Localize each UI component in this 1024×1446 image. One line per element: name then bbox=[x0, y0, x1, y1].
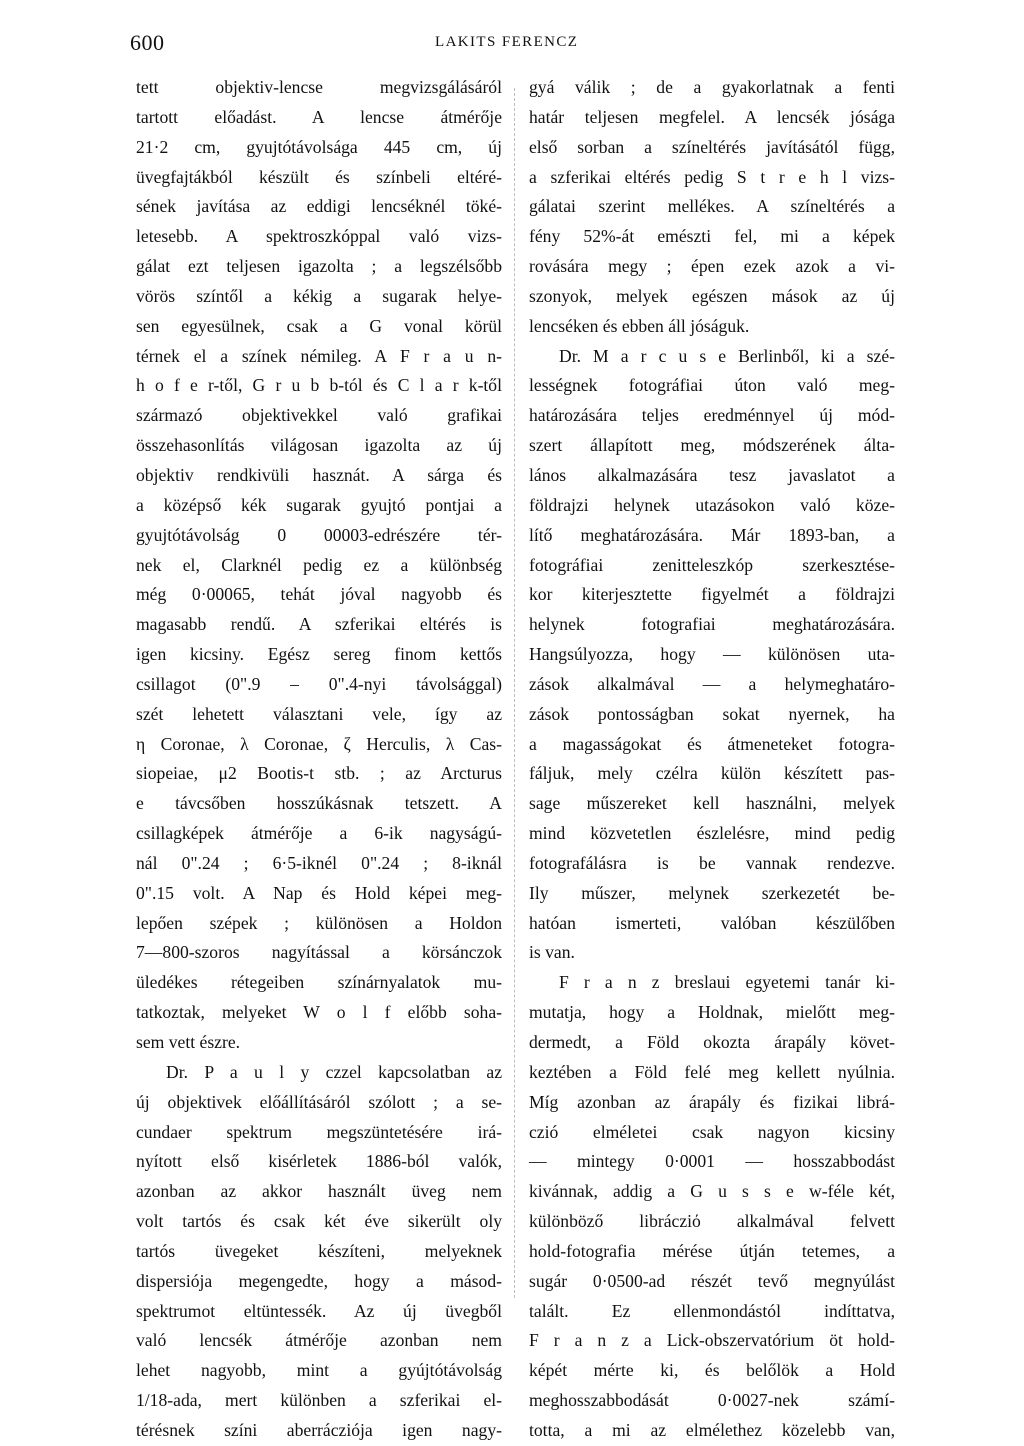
text-line: lencséken és ebben áll jóságuk. bbox=[529, 315, 750, 336]
page-number: 600 bbox=[130, 30, 165, 55]
text-line: hatóan ismerteti, valóban készülőben bbox=[529, 912, 895, 933]
text-line: tartott előadást. A lencse átmérője bbox=[136, 106, 502, 127]
text-line: szét lehetett választani vele, így az bbox=[136, 703, 502, 724]
text-line: tartós üvegeket készíteni, melyeknek bbox=[136, 1240, 502, 1261]
text-line: totta, a mi az elmélethez közelebb van, bbox=[529, 1419, 895, 1440]
text-line: volt tartós és csak két éve sikerült oly bbox=[136, 1211, 502, 1232]
text-line: gálatai szerint mellékes. A színeltérés a bbox=[529, 196, 895, 217]
text-line: lepően szépek ; különösen a Holdon bbox=[136, 912, 502, 933]
text-line: fotográfiai zenitteleszkóp szerkesztése- bbox=[529, 554, 895, 575]
text-line: lességnek fotográfiai úton való meg- bbox=[529, 375, 895, 396]
text-line: új objektivek előállításáról szólott ; a se- bbox=[136, 1091, 502, 1112]
text-line: nek el, Clarknél pedig ez a különbség bbox=[136, 554, 502, 575]
text-line: csillagképek átmérője a 6-ik nagyságú- bbox=[136, 823, 502, 844]
text-line: lítő meghatározására. Már 1893-ban, a bbox=[529, 524, 895, 545]
text-line: lehet nagyobb, mint a gyújtótávolság bbox=[136, 1360, 502, 1381]
text-line: sem vett észre. bbox=[136, 1032, 241, 1052]
text-line: siopeiae, μ2 Bootis-t stb. ; az Arcturus bbox=[136, 763, 502, 784]
text-line: földrajzi helynek utazásokon való köze- bbox=[529, 494, 895, 515]
text-line: czió elméletei csak nagyon kicsiny bbox=[529, 1121, 895, 1142]
text-line: gyujtótávolság 0 00003-edrészére tér- bbox=[136, 524, 502, 545]
right-column bbox=[529, 73, 895, 1446]
text-line: h o f e r-től, G r u b b-tól és C l a r k-től bbox=[136, 375, 502, 396]
text-line: térnek el a színek némileg. A F r a u n- bbox=[136, 345, 502, 366]
text-line: üvegfajtákból készült és színbeli eltéré- bbox=[136, 166, 502, 187]
text-line: tett objektiv-lencse megvizsgálásáról bbox=[136, 77, 502, 97]
text-line: azonban az akkor használt üveg nem bbox=[136, 1181, 502, 1202]
text-line: fáljuk, mely czélra külön készített pas- bbox=[529, 763, 895, 784]
text-line: sének javítása az eddigi lencséknél töké- bbox=[136, 196, 502, 217]
text-line: szonyok, melyek egészen mások az új bbox=[529, 285, 895, 306]
text-line: Ily műszer, melynek szerkezetét be- bbox=[529, 882, 895, 903]
text-line: η Coronae, λ Coronae, ζ Herculis, λ Cas- bbox=[136, 733, 502, 754]
text-line: üledékes rétegeiben színárnyalatok mu- bbox=[136, 972, 502, 993]
text-line: spektrumot eltüntessék. Az új üvegből bbox=[136, 1300, 502, 1321]
text-line: mutatja, hogy a Holdnak, mielőtt meg- bbox=[529, 1002, 895, 1023]
text-line: objektiv rendkivüli hasznát. A sárga és bbox=[136, 464, 502, 485]
text-line: kivánnak, addig a G u s s e w-féle két, bbox=[529, 1181, 895, 1202]
text-line: Míg azonban az árapály és fizikai librá- bbox=[529, 1091, 895, 1112]
text-line: F r a n z a Lick-obszervatórium öt hold- bbox=[529, 1330, 895, 1351]
text-line: Hangsúlyozza, hogy — különösen uta- bbox=[529, 644, 895, 665]
text-line: képét mérte ki, és belőlök a Hold bbox=[529, 1360, 895, 1381]
text-line: letesebb. A spektroszkóppal való vizs- bbox=[136, 226, 502, 247]
text-line: térésnek színi aberrácziója igen nagy- bbox=[136, 1419, 502, 1440]
text-line: határ teljesen megfelel. A lencsék jósága bbox=[529, 106, 895, 127]
text-line: csillagot (0".9 – 0".4-nyi távolsággal) bbox=[136, 673, 502, 694]
text-line: e távcsőben hosszúkásnak tetszett. A bbox=[136, 793, 502, 814]
text-line: hold-fotografia mérése útján tetemes, a bbox=[529, 1240, 895, 1261]
column-divider bbox=[514, 88, 516, 1298]
text-line: még 0·00065, tehát jóval nagyobb és bbox=[136, 584, 502, 605]
text-line: fény 52%-át emészti fel, mi a képek bbox=[529, 226, 895, 247]
text-line: Dr. M a r c u s e Berlinből, ki a szé- bbox=[559, 345, 895, 366]
text-line: összehasonlítás világosan igazolta az új bbox=[136, 435, 502, 456]
text-line: kor kiterjesztette figyelmét a földrajzi bbox=[529, 584, 895, 605]
text-line: gálat ezt teljesen igazolta ; a legszélsőbb bbox=[136, 256, 502, 277]
text-line: talált. Ez ellenmondástól indíttatva, bbox=[529, 1300, 895, 1321]
text-line: fotografálásra is be vannak rendezve. bbox=[529, 852, 895, 873]
text-line: F r a n z breslaui egyetemi tanár ki- bbox=[559, 972, 895, 993]
text-line: első sorban a színeltérés javításától függ, bbox=[529, 136, 895, 157]
text-line: lános alkalmazására tesz javaslatot a bbox=[529, 464, 895, 485]
text-line: nyított első kisérletek 1886-ból valók, bbox=[136, 1151, 502, 1172]
text-line: tatkoztak, melyeket W o l f előbb soha- bbox=[136, 1002, 502, 1023]
text-line: 7—800-szoros nagyítással a körsánczok bbox=[136, 942, 502, 963]
text-line: igen kicsiny. Egész sereg finom kettős bbox=[136, 644, 502, 665]
text-line: is van. bbox=[529, 942, 575, 963]
text-line: zások alkalmával — a helymeghatáro- bbox=[529, 673, 895, 694]
text-line: — mintegy 0·0001 — hosszabbodást bbox=[529, 1151, 895, 1172]
text-line: zások pontosságban sokat nyernek, ha bbox=[529, 703, 895, 724]
text-line: 21·2 cm, gyujtótávolsága 445 cm, új bbox=[136, 136, 502, 157]
text-line: dermedt, a Föld okozta árapály követ- bbox=[529, 1032, 895, 1052]
text-line: a magasságokat és átmeneteket fotogra- bbox=[529, 733, 895, 754]
text-line: 1/18-ada, mert különben a szferikai el- bbox=[136, 1390, 502, 1411]
text-line: különböző librácziό alkalmával felvett bbox=[529, 1211, 895, 1232]
text-line: vörös színtől a kékig a sugarak helye- bbox=[136, 285, 502, 306]
page-header bbox=[130, 30, 900, 54]
text-line: meghosszabbodását 0·0027-nek számí- bbox=[529, 1390, 895, 1411]
text-line: mind közvetetlen észlelésre, mind pedig bbox=[529, 823, 895, 844]
text-line: szert állapított meg, módszerének álta- bbox=[529, 435, 895, 456]
text-line: sugár 0·0500-ad részét tevő megnyúlást bbox=[529, 1270, 895, 1291]
text-line: származó objektivekkel való grafikai bbox=[136, 405, 502, 426]
text-line: helynek fotografiai meghatározására. bbox=[529, 614, 895, 635]
text-line: 0".15 volt. A Nap és Hold képei meg- bbox=[136, 882, 502, 903]
text-line: dispersiója megengedte, hogy a másod- bbox=[136, 1270, 502, 1291]
running-head: LAKITS FERENCZ bbox=[435, 34, 579, 50]
text-line: a középső kék sugarak gyujtó pontjai a bbox=[136, 494, 502, 515]
left-column bbox=[136, 73, 502, 1446]
text-line: gyá válik ; de a gyakorlatnak a fenti bbox=[529, 77, 895, 97]
text-line: sage műszereket kell használni, melyek bbox=[529, 793, 895, 814]
text-line: keztében a Föld felé meg kellett nyúlnia. bbox=[529, 1061, 895, 1082]
text-line: való lencsék átmérője azonban nem bbox=[136, 1330, 502, 1351]
text-line: magasabb rendű. A szferikai eltérés is bbox=[136, 614, 502, 635]
text-line: a szferikai eltérés pedig S t r e h l vizs- bbox=[529, 166, 895, 187]
text-line: cundaer spektrum megszüntetésére irá- bbox=[136, 1121, 502, 1142]
text-line: sen egyesülnek, csak a G vonal körül bbox=[136, 315, 502, 336]
text-line: nál 0".24 ; 6·5-iknél 0".24 ; 8-iknál bbox=[136, 852, 502, 873]
text-line: Dr. P a u l y czzel kapcsolatban az bbox=[166, 1061, 502, 1082]
text-line: határozására teljes eredménnyel új mód- bbox=[529, 405, 895, 426]
text-line: rovására megy ; épen ezek azok a vi- bbox=[529, 256, 895, 277]
